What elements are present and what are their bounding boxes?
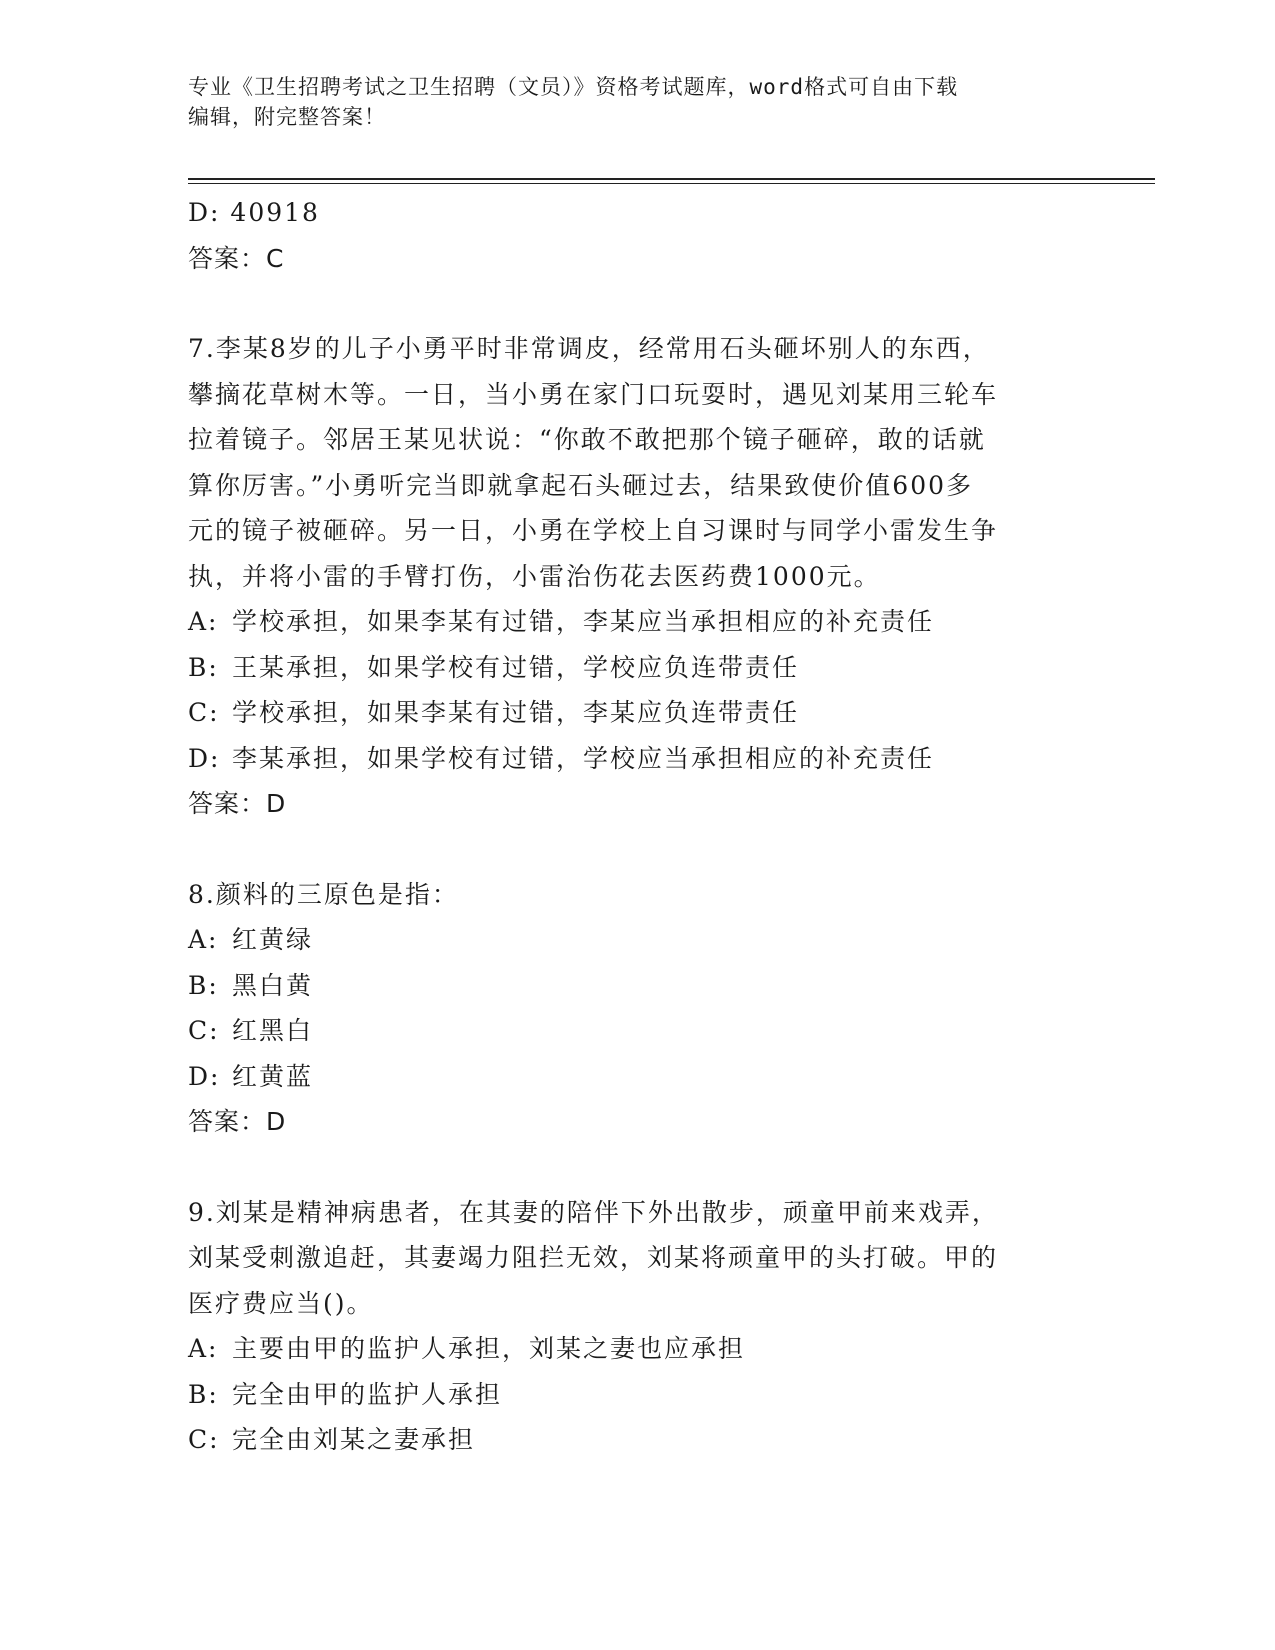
q7-stem-line: 元的镜子被砸碎。另一日，小勇在学校上自习课时与同学小雷发生争 bbox=[188, 516, 999, 545]
q7-answer: 答案：D bbox=[188, 789, 287, 818]
q8-answer: 答案：D bbox=[188, 1107, 287, 1136]
q9-option-a bbox=[188, 1326, 1068, 1372]
option-text: 李某承担，如果学校有过错，学校应当承担相应的补充责任 bbox=[232, 743, 935, 773]
q7-stem-line: 算你厉害。”小勇听完当即就拿起石头砸过去，结果致使价值600多 bbox=[188, 470, 974, 500]
option-key: B: bbox=[188, 970, 219, 1000]
option-text: 学校承担，如果李某有过错，李某应当承担相应的补充责任 bbox=[232, 607, 935, 636]
q8-option-a bbox=[188, 917, 1068, 963]
q7-option-b bbox=[188, 645, 1068, 691]
option-text: 主要由甲的监护人承担，刘某之妻也应承担 bbox=[232, 1334, 746, 1363]
prev-option-d bbox=[188, 190, 1068, 236]
q7-stem-line: 执，并将小雷的手臂打伤，小雷治伤花去医药费1000元。 bbox=[188, 561, 881, 591]
option-key: A: bbox=[188, 607, 219, 636]
question-content bbox=[188, 190, 1068, 1463]
prev-option-d-text: 40918 bbox=[230, 198, 320, 227]
spacer bbox=[188, 827, 1068, 872]
option-key: B: bbox=[188, 652, 219, 682]
option-text: 完全由甲的监护人承担 bbox=[232, 1379, 503, 1409]
header-divider-thick bbox=[188, 178, 1155, 180]
option-text: 红黄蓝 bbox=[232, 1061, 314, 1091]
q7-option-a bbox=[188, 599, 1068, 645]
q9-stem-line: 医疗费应当()。 bbox=[188, 1288, 374, 1318]
question-7 bbox=[188, 326, 1068, 827]
header-title-line-1: 专业《卫生招聘考试之卫生招聘（文员）》资格考试题库，word格式可自由下载 bbox=[188, 75, 959, 99]
q7-option-c bbox=[188, 690, 1068, 736]
option-key: B: bbox=[188, 1379, 219, 1409]
q8-option-c bbox=[188, 1008, 1068, 1054]
q7-stem-line: 拉着镜子。邻居王某见状说：“你敢不敢把那个镜子砸碎，敢的话就 bbox=[188, 425, 986, 454]
option-key: A: bbox=[188, 925, 219, 954]
header-divider-thin bbox=[188, 183, 1155, 184]
document-header bbox=[188, 72, 1088, 132]
prev-answer: 答案：C bbox=[188, 243, 285, 273]
q9-stem-line: 刘某受刺激追赶，其妻竭力阻拦无效，刘某将顽童甲的头打破。甲的 bbox=[188, 1243, 999, 1272]
option-text: 红黄绿 bbox=[232, 925, 314, 954]
option-key: C: bbox=[188, 698, 220, 727]
option-text: 学校承担，如果李某有过错，李某应负连带责任 bbox=[232, 698, 800, 727]
option-key: D: bbox=[188, 1061, 221, 1091]
q7-option-d bbox=[188, 736, 1068, 782]
question-8 bbox=[188, 872, 1068, 1145]
q9-option-b bbox=[188, 1372, 1068, 1418]
q8-option-d bbox=[188, 1054, 1068, 1100]
option-key: D: bbox=[188, 743, 221, 773]
q7-stem-line: 7.李某8岁的儿子小勇平时非常调皮，经常用石头砸坏别人的东西， bbox=[188, 334, 990, 363]
q8-option-b bbox=[188, 963, 1068, 1009]
header-title-line-2: 编辑，附完整答案！ bbox=[188, 105, 386, 129]
q9-stem-line: 9.刘某是精神病患者，在其妻的陪伴下外出散步，顽童甲前来戏弄， bbox=[188, 1197, 999, 1227]
prev-option-d-key: D: bbox=[188, 198, 221, 227]
q7-stem-line: 攀摘花草树木等。一日，当小勇在家门口玩耍时，遇见刘某用三轮车 bbox=[188, 379, 999, 409]
spacer bbox=[188, 1145, 1068, 1190]
option-text: 王某承担，如果学校有过错，学校应负连带责任 bbox=[232, 652, 800, 682]
option-key: A: bbox=[188, 1334, 219, 1363]
spacer bbox=[188, 281, 1068, 326]
option-text: 红黑白 bbox=[232, 1016, 314, 1045]
option-key: C: bbox=[188, 1425, 220, 1454]
option-text: 黑白黄 bbox=[232, 970, 314, 1000]
question-9 bbox=[188, 1190, 1068, 1463]
option-text: 完全由刘某之妻承担 bbox=[232, 1425, 476, 1454]
q9-option-c bbox=[188, 1417, 1068, 1463]
option-key: C: bbox=[188, 1016, 220, 1045]
q8-stem: 8.颜料的三原色是指： bbox=[188, 879, 459, 909]
